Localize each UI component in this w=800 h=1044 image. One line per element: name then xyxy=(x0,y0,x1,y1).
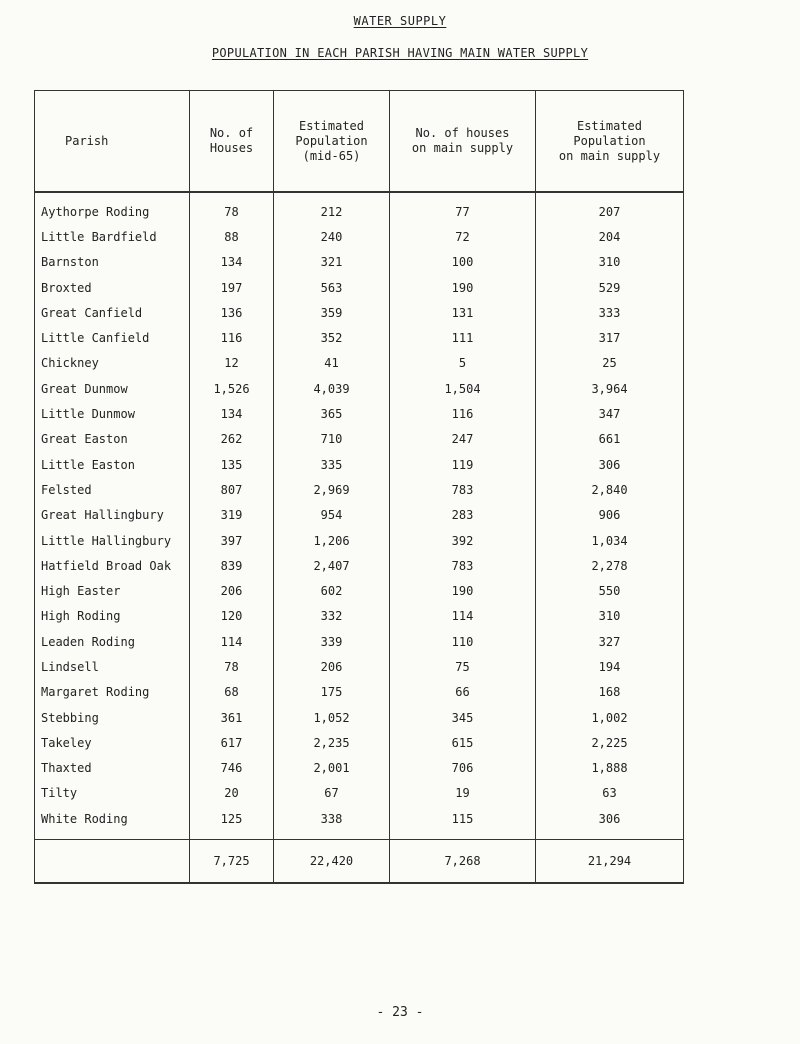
main-supply-population: 661 xyxy=(536,427,684,452)
main-supply-population: 25 xyxy=(536,351,684,376)
estimated-population: 365 xyxy=(274,401,390,426)
estimated-population: 352 xyxy=(274,325,390,350)
main-supply-population: 1,888 xyxy=(536,756,684,781)
totals-label-cell xyxy=(35,840,190,884)
houses-count: 319 xyxy=(190,503,274,528)
houses-count: 397 xyxy=(190,528,274,553)
table-row xyxy=(35,503,684,528)
parish-name: Stebbing xyxy=(35,705,190,730)
estimated-population: 2,235 xyxy=(274,730,390,755)
parish-name: Thaxted xyxy=(35,756,190,781)
houses-count: 617 xyxy=(190,730,274,755)
table-row xyxy=(35,275,684,300)
table-row xyxy=(35,680,684,705)
main-supply-population: 207 xyxy=(536,192,684,224)
parish-name: Hatfield Broad Oak xyxy=(35,553,190,578)
parish-name: Felsted xyxy=(35,477,190,502)
parish-name: Great Easton xyxy=(35,427,190,452)
table-row xyxy=(35,325,684,350)
estimated-population: 359 xyxy=(274,300,390,325)
main-supply-houses: 1,504 xyxy=(390,376,536,401)
main-supply-population: 2,840 xyxy=(536,477,684,502)
estimated-population: 339 xyxy=(274,629,390,654)
houses-count: 1,526 xyxy=(190,376,274,401)
estimated-population: 321 xyxy=(274,250,390,275)
main-supply-population: 2,278 xyxy=(536,553,684,578)
table-row xyxy=(35,528,684,553)
table-row xyxy=(35,629,684,654)
main-supply-population: 529 xyxy=(536,275,684,300)
main-supply-houses: 783 xyxy=(390,553,536,578)
table-row xyxy=(35,192,684,224)
table-row xyxy=(35,705,684,730)
main-supply-population: 327 xyxy=(536,629,684,654)
main-supply-houses: 110 xyxy=(390,629,536,654)
main-supply-houses: 345 xyxy=(390,705,536,730)
main-supply-houses: 72 xyxy=(390,224,536,249)
parish-name: Little Easton xyxy=(35,452,190,477)
estimated-population: 206 xyxy=(274,654,390,679)
table-row xyxy=(35,578,684,603)
main-supply-population: 333 xyxy=(536,300,684,325)
table-row xyxy=(35,224,684,249)
estimated-population: 2,001 xyxy=(274,756,390,781)
main-supply-population: 317 xyxy=(536,325,684,350)
main-supply-population: 1,034 xyxy=(536,528,684,553)
header-row xyxy=(35,91,684,193)
estimated-population: 1,052 xyxy=(274,705,390,730)
table-row xyxy=(35,806,684,840)
main-supply-population: 204 xyxy=(536,224,684,249)
header-population-main-supply: Estimated Population on main supply xyxy=(536,91,684,193)
parish-name: Little Canfield xyxy=(35,325,190,350)
main-supply-houses: 5 xyxy=(390,351,536,376)
table-row xyxy=(35,604,684,629)
estimated-population: 41 xyxy=(274,351,390,376)
total-main-population: 21,294 xyxy=(536,840,684,884)
houses-count: 125 xyxy=(190,806,274,840)
main-supply-houses: 283 xyxy=(390,503,536,528)
main-supply-houses: 100 xyxy=(390,250,536,275)
estimated-population: 563 xyxy=(274,275,390,300)
parish-name: Margaret Roding xyxy=(35,680,190,705)
main-supply-population: 168 xyxy=(536,680,684,705)
header-houses-main-supply: No. of houses on main supply xyxy=(390,91,536,193)
main-supply-population: 347 xyxy=(536,401,684,426)
main-supply-population: 63 xyxy=(536,781,684,806)
main-supply-houses: 131 xyxy=(390,300,536,325)
parish-name: High Easter xyxy=(35,578,190,603)
main-supply-population: 3,964 xyxy=(536,376,684,401)
table-row xyxy=(35,376,684,401)
estimated-population: 602 xyxy=(274,578,390,603)
parish-name: Broxted xyxy=(35,275,190,300)
estimated-population: 67 xyxy=(274,781,390,806)
estimated-population: 212 xyxy=(274,192,390,224)
page-title: WATER SUPPLY xyxy=(353,14,447,28)
houses-count: 134 xyxy=(190,401,274,426)
main-supply-population: 2,225 xyxy=(536,730,684,755)
main-supply-houses: 247 xyxy=(390,427,536,452)
main-supply-population: 310 xyxy=(536,604,684,629)
main-supply-houses: 114 xyxy=(390,604,536,629)
houses-count: 68 xyxy=(190,680,274,705)
houses-count: 135 xyxy=(190,452,274,477)
estimated-population: 710 xyxy=(274,427,390,452)
estimated-population: 2,969 xyxy=(274,477,390,502)
houses-count: 136 xyxy=(190,300,274,325)
houses-count: 807 xyxy=(190,477,274,502)
estimated-population: 332 xyxy=(274,604,390,629)
main-supply-houses: 75 xyxy=(390,654,536,679)
totals-row xyxy=(35,840,684,884)
main-supply-population: 306 xyxy=(536,452,684,477)
main-supply-houses: 783 xyxy=(390,477,536,502)
estimated-population: 335 xyxy=(274,452,390,477)
table-row xyxy=(35,250,684,275)
main-supply-houses: 190 xyxy=(390,578,536,603)
main-supply-population: 306 xyxy=(536,806,684,840)
parish-name: Takeley xyxy=(35,730,190,755)
header-houses: No. of Houses xyxy=(190,91,274,193)
table-row xyxy=(35,781,684,806)
houses-count: 12 xyxy=(190,351,274,376)
table-row xyxy=(35,300,684,325)
estimated-population: 2,407 xyxy=(274,553,390,578)
main-supply-population: 310 xyxy=(536,250,684,275)
parish-name: White Roding xyxy=(35,806,190,840)
houses-count: 20 xyxy=(190,781,274,806)
estimated-population: 175 xyxy=(274,680,390,705)
estimated-population: 4,039 xyxy=(274,376,390,401)
houses-count: 839 xyxy=(190,553,274,578)
main-supply-houses: 190 xyxy=(390,275,536,300)
houses-count: 114 xyxy=(190,629,274,654)
table-row xyxy=(35,401,684,426)
main-supply-population: 550 xyxy=(536,578,684,603)
main-supply-population: 906 xyxy=(536,503,684,528)
houses-count: 197 xyxy=(190,275,274,300)
parish-name: Great Canfield xyxy=(35,300,190,325)
main-supply-houses: 392 xyxy=(390,528,536,553)
parish-name: Chickney xyxy=(35,351,190,376)
header-estimated-population: Estimated Population (mid-65) xyxy=(274,91,390,193)
main-supply-houses: 116 xyxy=(390,401,536,426)
estimated-population: 338 xyxy=(274,806,390,840)
houses-count: 134 xyxy=(190,250,274,275)
main-supply-houses: 19 xyxy=(390,781,536,806)
header-parish: Parish xyxy=(35,91,190,193)
estimated-population: 1,206 xyxy=(274,528,390,553)
main-supply-houses: 77 xyxy=(390,192,536,224)
houses-count: 78 xyxy=(190,192,274,224)
parish-name: Little Bardfield xyxy=(35,224,190,249)
main-supply-houses: 119 xyxy=(390,452,536,477)
table-row xyxy=(35,427,684,452)
parish-name: Little Hallingbury xyxy=(35,528,190,553)
estimated-population: 240 xyxy=(274,224,390,249)
parish-name: Barnston xyxy=(35,250,190,275)
main-supply-houses: 615 xyxy=(390,730,536,755)
parish-name: Little Dunmow xyxy=(35,401,190,426)
water-supply-table xyxy=(34,90,684,884)
total-houses: 7,725 xyxy=(190,840,274,884)
main-supply-houses: 111 xyxy=(390,325,536,350)
page-number: - 23 - xyxy=(376,1005,424,1020)
table-row xyxy=(35,654,684,679)
parish-name: Tilty xyxy=(35,781,190,806)
parish-name: Great Hallingbury xyxy=(35,503,190,528)
parish-name: Lindsell xyxy=(35,654,190,679)
parish-name: Leaden Roding xyxy=(35,629,190,654)
houses-count: 88 xyxy=(190,224,274,249)
parish-name: Great Dunmow xyxy=(35,376,190,401)
main-supply-population: 194 xyxy=(536,654,684,679)
main-supply-houses: 115 xyxy=(390,806,536,840)
estimated-population: 954 xyxy=(274,503,390,528)
main-supply-population: 1,002 xyxy=(536,705,684,730)
table-row xyxy=(35,553,684,578)
table-row xyxy=(35,452,684,477)
total-main-houses: 7,268 xyxy=(390,840,536,884)
table-row xyxy=(35,477,684,502)
main-supply-houses: 66 xyxy=(390,680,536,705)
houses-count: 361 xyxy=(190,705,274,730)
table-row xyxy=(35,730,684,755)
table-caption: POPULATION IN EACH PARISH HAVING MAIN WATER SUPPLY xyxy=(211,46,589,60)
parish-name: Aythorpe Roding xyxy=(35,192,190,224)
parish-name: High Roding xyxy=(35,604,190,629)
table-row xyxy=(35,351,684,376)
total-population: 22,420 xyxy=(274,840,390,884)
houses-count: 116 xyxy=(190,325,274,350)
houses-count: 206 xyxy=(190,578,274,603)
houses-count: 120 xyxy=(190,604,274,629)
main-supply-houses: 706 xyxy=(390,756,536,781)
houses-count: 262 xyxy=(190,427,274,452)
houses-count: 746 xyxy=(190,756,274,781)
table-row xyxy=(35,756,684,781)
houses-count: 78 xyxy=(190,654,274,679)
